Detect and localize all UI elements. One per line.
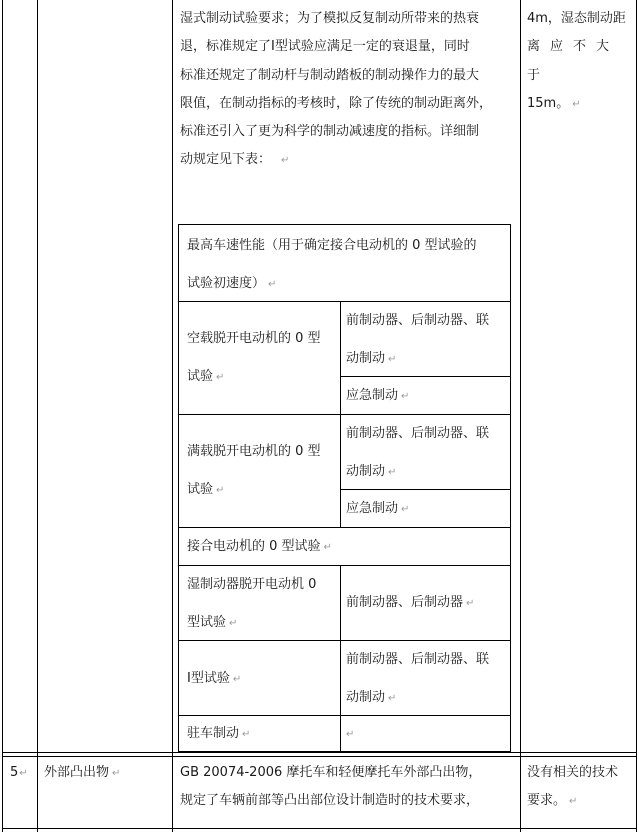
parking-brake-label bbox=[187, 716, 337, 752]
text-line-content: 试验 bbox=[187, 368, 214, 384]
text-line: 前制动器、后制动器、联 bbox=[346, 426, 490, 441]
text-line bbox=[346, 453, 508, 492]
text-line bbox=[187, 265, 507, 304]
text-line bbox=[180, 146, 518, 175]
paragraph-mark-icon: ↵ bbox=[569, 796, 578, 808]
paragraph-mark-icon: ↵ bbox=[401, 504, 410, 515]
text-line: 湿式制动试验要求；为了模拟反复制动所带来的热衰 bbox=[180, 11, 480, 26]
unloaded-0-test-label bbox=[187, 320, 337, 396]
text-line: 前制动器、后制动器、联 bbox=[346, 652, 490, 667]
text-line bbox=[187, 604, 337, 643]
text-line bbox=[187, 358, 337, 397]
cell-text: 应急制动 bbox=[346, 501, 399, 516]
inner-col-sep bbox=[340, 565, 341, 752]
front-rear-brake-cell bbox=[346, 584, 508, 623]
text-line-content: 动制动 bbox=[346, 689, 386, 705]
row-separator bbox=[2, 752, 637, 757]
inner-border-right bbox=[510, 224, 511, 752]
paragraph-mark-icon: ↵ bbox=[281, 155, 290, 167]
text-line: 离应不大于 bbox=[527, 39, 620, 83]
table-col-divider-2 bbox=[172, 0, 173, 832]
brake-types-cell bbox=[346, 641, 508, 717]
wet-0-test-label bbox=[187, 566, 337, 642]
paragraph-mark-icon: ↵ bbox=[572, 98, 581, 110]
text-line bbox=[527, 90, 635, 119]
row4-remark bbox=[527, 5, 635, 119]
paragraph-mark-icon: ↵ bbox=[323, 542, 332, 553]
paragraph-mark-icon: ↵ bbox=[346, 729, 355, 740]
engaged-0-test-label bbox=[187, 528, 507, 567]
paragraph-mark-icon: ↵ bbox=[401, 391, 410, 402]
text-line bbox=[527, 787, 635, 816]
paragraph-mark-icon: ↵ bbox=[388, 353, 397, 365]
paragraph-mark-icon: ↵ bbox=[388, 466, 397, 478]
inner-border-left bbox=[178, 224, 179, 752]
text-line-content: 试验 bbox=[187, 481, 214, 497]
paragraph-mark-icon: ↵ bbox=[388, 692, 397, 704]
text-line: 限值，在制动指标的考核时，除了传统的制动距离外， bbox=[180, 95, 493, 111]
paragraph-mark-icon: ↵ bbox=[466, 598, 475, 609]
loaded-0-test-label bbox=[187, 433, 337, 509]
text-line-content: 动制动 bbox=[346, 350, 386, 366]
row-separator-bottom bbox=[2, 828, 637, 829]
text-line: 满载脱开电动机的 0 型 bbox=[187, 444, 321, 459]
paragraph-mark-icon: ↵ bbox=[242, 729, 251, 740]
brake-spec-table bbox=[178, 224, 511, 752]
text-line: 标准还引入了更为科学的制动减速度的指标。详细制 bbox=[180, 124, 480, 140]
row5-number bbox=[10, 759, 28, 788]
text-line: 标准还规定了制动杆与制动踏板的制动操作力的最大 bbox=[180, 67, 480, 83]
cell-text: 应急制动 bbox=[346, 388, 399, 403]
emergency-brake-cell bbox=[346, 377, 508, 416]
row5-remark bbox=[527, 759, 635, 817]
type-i-test-label bbox=[187, 660, 337, 699]
text-line bbox=[346, 679, 508, 718]
paragraph-mark-icon: ↵ bbox=[19, 768, 28, 779]
text-line: GB 20074-2006 摩托车和轻便摩托车外部凸出物， bbox=[180, 765, 482, 780]
row5-item bbox=[44, 759, 120, 788]
text-line bbox=[346, 340, 508, 379]
text-line-content: 型试验 bbox=[187, 614, 227, 630]
text-line-content: 要求。 bbox=[527, 793, 567, 809]
brake-types-cell bbox=[346, 415, 508, 491]
cell-text: 前制动器、后制动器 bbox=[346, 595, 464, 610]
cell-text: Ⅰ型试验 bbox=[187, 671, 230, 686]
text-line: 退，标准规定了Ⅰ型试验应满足一定的衰退量，同时 bbox=[180, 39, 470, 55]
emergency-brake-cell bbox=[346, 490, 508, 529]
row4-description bbox=[180, 5, 518, 176]
table-col-divider-1 bbox=[37, 0, 38, 832]
text-line-content: 动规定见下表： bbox=[180, 152, 272, 168]
text-line-content: 试验初速度） bbox=[187, 275, 266, 291]
table-border-right bbox=[636, 0, 637, 832]
text-line: 湿制动器脱开电动机 0 bbox=[187, 577, 317, 592]
cell-text: 外部凸出物 bbox=[44, 765, 110, 780]
text-line: 最高车速性能（用于确定接合电动机的 0 型试验的 bbox=[187, 238, 477, 253]
text-line: 空载脱开电动机的 0 型 bbox=[187, 331, 321, 346]
text-line: 规定了车辆前部等凸出部位设计制造时的技术要求， bbox=[180, 793, 480, 809]
paragraph-mark-icon: ↵ bbox=[112, 768, 121, 779]
table-col-divider-3 bbox=[520, 0, 521, 832]
text-line-content: 动制动 bbox=[346, 463, 386, 479]
inner-border-top bbox=[178, 224, 511, 225]
cell-text: 5 bbox=[10, 765, 19, 780]
table-border-left bbox=[2, 0, 3, 832]
paragraph-mark-icon: ↵ bbox=[268, 278, 277, 290]
brake-types-cell bbox=[346, 302, 508, 378]
paragraph-mark-icon: ↵ bbox=[216, 484, 225, 496]
text-line: 没有相关的技术 bbox=[527, 765, 619, 780]
max-speed-header bbox=[187, 227, 507, 303]
text-line: 4m，湿态制动距 bbox=[527, 11, 626, 26]
text-line bbox=[187, 471, 337, 510]
paragraph-mark-icon: ↵ bbox=[216, 371, 225, 383]
cell-text: 接合电动机的 0 型试验 bbox=[187, 539, 321, 554]
paragraph-mark-icon: ↵ bbox=[229, 617, 238, 629]
text-line-content: 15m。 bbox=[527, 95, 570, 111]
inner-col-sep bbox=[340, 301, 341, 527]
text-line: 前制动器、后制动器、联 bbox=[346, 313, 490, 328]
cell-text: 驻车制动 bbox=[187, 726, 240, 741]
row5-description bbox=[180, 759, 518, 816]
parking-brake-value bbox=[346, 716, 508, 752]
paragraph-mark-icon: ↵ bbox=[232, 674, 242, 685]
